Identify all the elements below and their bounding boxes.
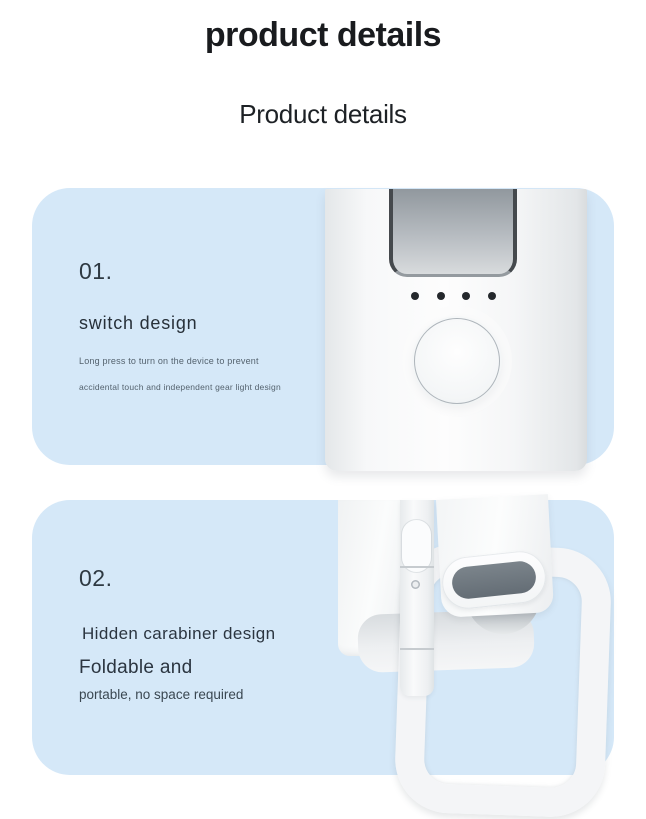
usb-slot [389, 189, 517, 277]
led-dot [462, 292, 470, 300]
feature-card-switch-design [32, 188, 614, 465]
feature-subheading-foldable: Foldable and [79, 657, 193, 678]
power-button [412, 316, 502, 406]
feature-card-carabiner-design [32, 500, 614, 775]
carabiner-hinge-arm [400, 500, 434, 696]
led-dot [437, 292, 445, 300]
gray-slot-pill [451, 560, 538, 601]
device-body [436, 494, 554, 618]
feature-heading-switch-design: switch design [79, 313, 198, 333]
feature-index-02: 02. [79, 565, 113, 591]
device-side-slab [338, 500, 422, 656]
slot-bezel [440, 549, 549, 612]
device-notch-cutout [466, 596, 540, 634]
led-dot [488, 292, 496, 300]
hinge-seam [400, 566, 434, 568]
feature-description-line-2: accidental touch and independent gear light design [79, 382, 281, 392]
hinge-seam [400, 648, 434, 650]
feature-index-01: 01. [79, 258, 113, 284]
feature-description-line-1: Long press to turn on the device to prevent [79, 356, 259, 366]
device-underside-shadow [357, 609, 535, 673]
hinge-pin [411, 580, 420, 589]
led-dot [411, 292, 419, 300]
carabiner-ring [393, 542, 612, 818]
product-photo-front-view [325, 189, 587, 471]
feature-heading-carabiner: Hidden carabiner design [82, 624, 276, 643]
page-title: product details [204, 16, 442, 54]
feature-description-portable: portable, no space required [79, 687, 244, 702]
page-subtitle: Product details [239, 99, 407, 129]
led-indicator-dots [411, 292, 496, 300]
